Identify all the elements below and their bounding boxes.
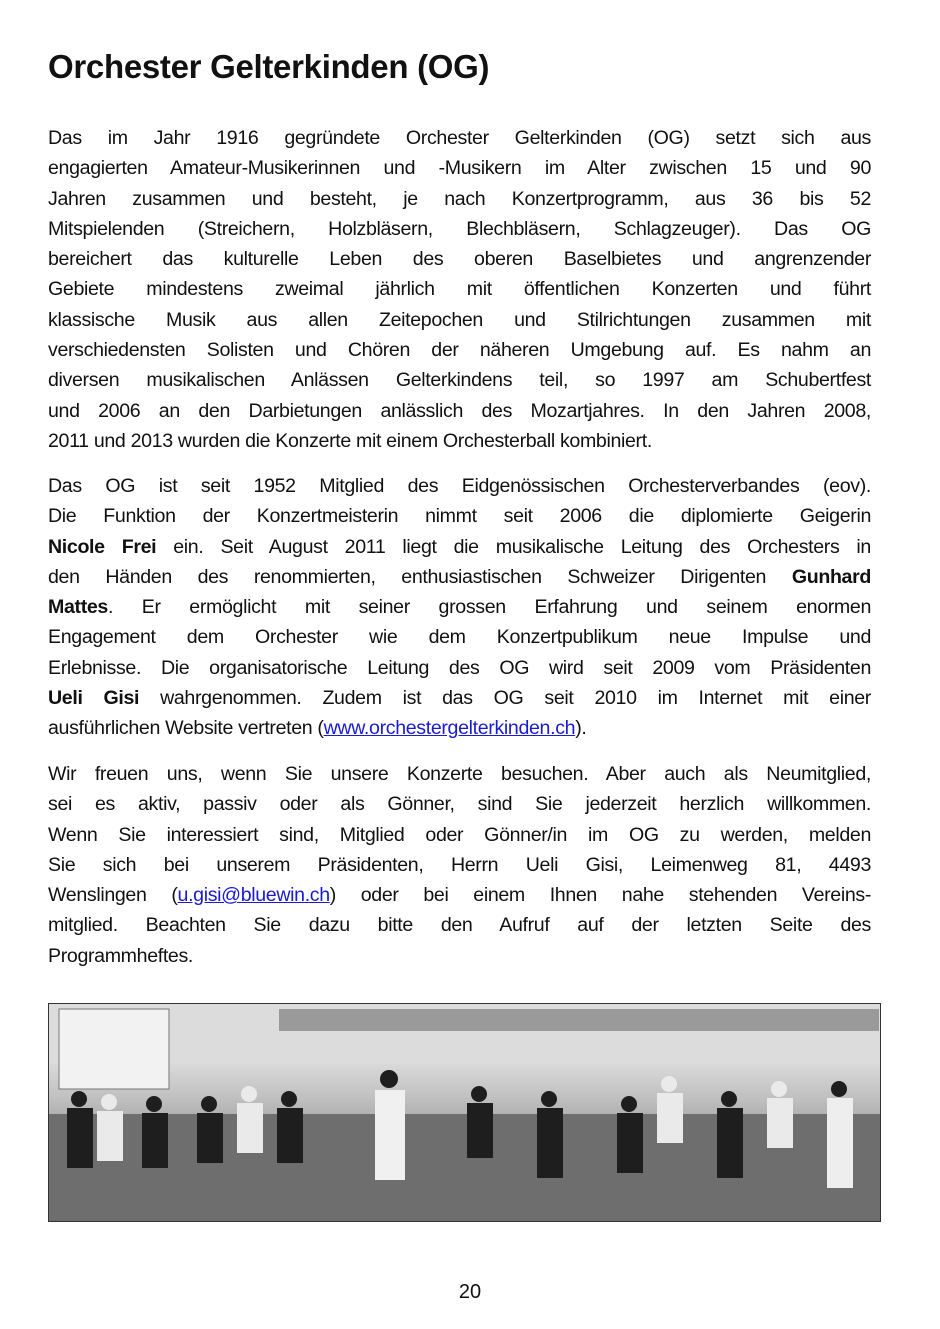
text-line [48,532,871,562]
paragraph-membership [48,759,871,971]
text-run: den Händen des renommierten, enthusiastischen Schweizer Dirigenten [48,565,792,588]
text-run: . Er ermöglicht mit seiner grossen Erfahrung und seinem enormen [107,596,871,619]
text-run: Wenslingen ( [48,884,178,907]
text-line [48,592,871,622]
text-line [48,880,871,910]
text-line [48,305,871,335]
text-run: Wir freuen uns, wenn Sie unsere Konzerte besuchen. Aber auch als Neumitglied, [48,763,871,785]
link[interactable]: www.orchestergelterkinden.ch [323,717,576,740]
text-run: ) oder bei einem Ihnen nahe stehenden Vereins- [329,884,872,907]
text-line [48,759,871,789]
text-run: und 2006 an den Darbietungen anlässlich des Mozartjahres. In den Jahren 2008, [48,399,871,422]
text-line [48,335,871,365]
text-run: Gebiete mindestens zweimal jährlich mit öffentlichen Konzerten und führt [48,278,871,301]
text-line [48,244,871,274]
text-line [48,153,871,183]
text-line [48,789,871,819]
text-run: ein. Seit August 2011 liegt die musikalische Leitung des Orchesters in [156,535,871,558]
text-line [48,471,871,501]
text-run: Programmheftes. [48,944,194,967]
text-run: ausführlichen Website vertreten ( [48,717,324,740]
text-run: Die Funktion der Konzertmeisterin nimmt seit 2006 die diplomierte Geigerin [48,505,871,528]
text-run: Das im Jahr 1916 gegründete Orchester Gelterkinden (OG) setzt sich aus [48,127,871,149]
text-run: wahrgenommen. Zudem ist das OG seit 2010 im Internet mit einer [139,687,871,710]
page-number: 20 [458,1281,482,1303]
text-run: klassische Musik aus allen Zeitepochen und Stilrichtungen zusammen mit [48,308,871,331]
text-line [48,365,871,395]
text-line [48,713,871,743]
page-title: Orchester Gelterkinden (OG) [48,48,490,85]
text-line [48,562,871,592]
text-line [48,910,871,940]
text-line [48,396,871,426]
text-line [48,941,871,971]
bold-name: Gunhard [791,565,871,588]
text-line [48,683,871,713]
text-run: Wenn Sie interessiert sind, Mitglied oder Gönner/in im OG zu werden, melden [48,823,871,846]
text-run: Sie sich bei unserem Präsidenten, Herrn Ueli Gisi, Leimenweg 81, 4493 [48,853,871,876]
link[interactable]: u.gisi@bluewin.ch [177,884,330,907]
text-run: Jahren zusammen und besteht, je nach Konzertprogramm, aus 36 bis 52 [48,187,871,210]
text-line [48,820,871,850]
text-line [48,184,871,214]
text-line [48,214,871,244]
paragraph-leadership [48,471,871,744]
bold-name: Mattes [48,596,108,619]
text-run: Erlebnisse. Die organisatorische Leitung des OG wird seit 2009 vom Präsidenten [48,656,871,679]
text-run: mitglied. Beachten Sie dazu bitte den Aufruf auf der letzten Seite des [48,914,871,937]
text-line [48,501,871,531]
text-run: diversen musikalischen Anlässen Gelterkindens teil, so 1997 am Schubertfest [48,369,871,392]
text-run: ). [575,717,587,740]
bold-name: Ueli Gisi [48,687,140,710]
text-run: 2011 und 2013 wurden die Konzerte mit einem Orchesterball kombiniert. [48,429,652,452]
text-run: Mitspielenden (Streichern, Holzbläsern, Blechbläsern, Schlagzeuger). Das OG [48,217,871,240]
paragraph-history [48,123,871,456]
text-run: engagierten Amateur-Musikerinnen und -Musikern im Alter zwischen 15 und 90 [48,157,871,180]
orchestra-photo-illustration [49,1004,880,1221]
text-line [48,850,871,880]
text-line [48,274,871,304]
text-line [48,426,871,456]
text-line [48,622,871,652]
text-run: Engagement dem Orchester wie dem Konzertpublikum neue Impulse und [48,626,871,649]
orchestra-photo [48,1003,881,1222]
text-run: Das OG ist seit 1952 Mitglied des Eidgenössischen Orchesterverbandes (eov). [48,475,871,497]
bold-name: Nicole Frei [48,535,157,558]
text-line [48,653,871,683]
text-run: verschiedensten Solisten und Chören der näheren Umgebung auf. Es nahm an [48,339,871,362]
text-line [48,123,871,153]
text-run: bereichert das kulturelle Leben des oberen Baselbietes und angrenzender [48,248,871,271]
text-run: sei es aktiv, passiv oder als Gönner, sind Sie jederzeit herzlich willkommen. [48,793,871,816]
